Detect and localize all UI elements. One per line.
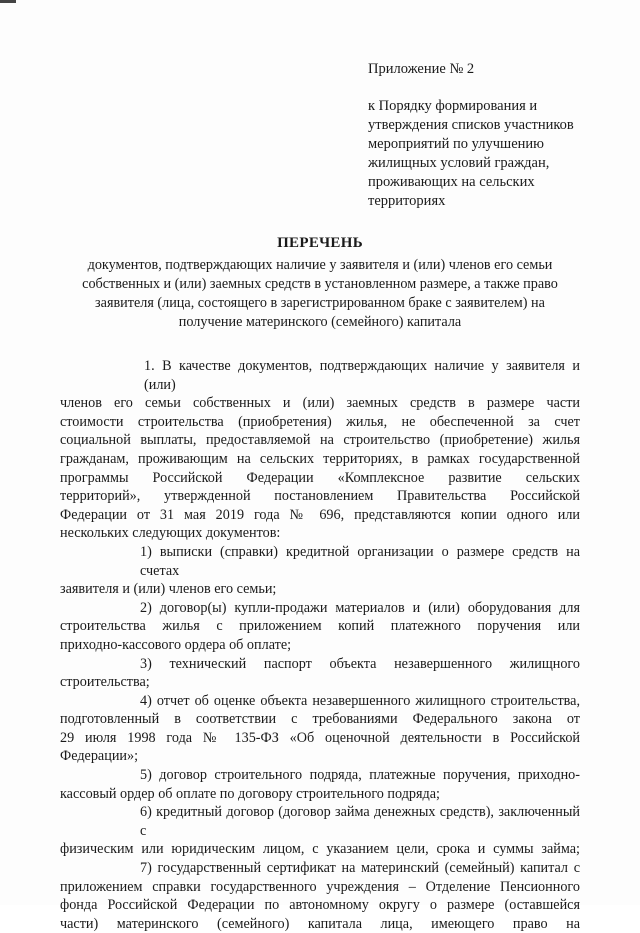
subtitle-line: получение материнского (семейного) капитала — [178, 314, 462, 330]
body-line: 2) договор(ы) купли-продажи материалов и (или) оборудования для — [140, 599, 580, 616]
subtitle-line: документов, подтверждающих наличие у заявителя и (или) членов его семьи — [87, 257, 553, 273]
body-line: 4) отчет об оценке объекта незавершенного жилищного строительства, — [140, 692, 580, 709]
body-line: программы Российской Федерации «Комплексное развитие сельских — [60, 469, 580, 486]
body-line: физическим или юридическим лицом, с указанием цели, срока и суммы займа; — [60, 841, 580, 858]
body-line: территорий», утвержденной постановлением Правительства Российской — [60, 488, 580, 505]
document-title: ПЕРЕЧЕНЬ — [277, 235, 363, 251]
document-body — [60, 357, 580, 933]
appendix-line: территориях — [368, 193, 446, 209]
body-line: Федерации от 31 мая 2019 года № 696, представляются копии одного или — [60, 506, 580, 523]
body-line: социальной выплаты, предоставляемой на строительство (приобретение) жилья — [60, 432, 580, 449]
appendix-number: Приложение № 2 — [368, 61, 475, 77]
body-line: гражданам, проживающим на сельских территориях, в рамках государственной — [60, 450, 580, 467]
body-line: 29 июля 1998 года № 135-ФЗ «Об оценочной деятельности в Российской — [60, 729, 580, 746]
appendix-line: жилищных условий граждан, — [368, 155, 550, 171]
body-line: подготовленный в соответствии с требованиями Федерального закона от — [60, 711, 580, 728]
body-line: приложением справки государственного учреждения – Отделение Пенсионного — [60, 878, 580, 895]
body-line: строительства жилья с приложением копий платежного поручения или — [60, 618, 580, 635]
body-line: 1) выписки (справки) кредитной организации о размере средств на счетах — [140, 543, 580, 579]
body-line: 6) кредитный договор (договор займа денежных средств), заключенный с — [140, 804, 580, 839]
body-line: заявителя и (или) членов его семьи; — [60, 581, 277, 598]
body-line: 7) государственный сертификат на материнский (семейный) капитал с — [140, 860, 580, 877]
scan-corner-mark — [0, 0, 16, 3]
body-line: приходно-кассового ордера об оплате; — [60, 636, 292, 653]
subtitle-line: заявителя (лица, состоящего в зарегистрированном браке с заявителем) на — [95, 295, 545, 311]
appendix-line: мероприятий по улучшению — [368, 136, 545, 152]
body-line: нескольких следующих документов: — [60, 525, 281, 542]
body-line: членов его семьи собственных и (или) заемных средств в размере части — [60, 395, 580, 412]
body-line: строительства; — [60, 674, 150, 691]
body-line: 5) договор строительного подряда, платежные поручения, приходно- — [140, 767, 580, 784]
body-line: 3) технический паспорт объекта незавершенного жилищного — [140, 655, 580, 672]
appendix-line: к Порядку формирования и — [368, 98, 538, 114]
body-line: стоимости строительства (приобретения) жилья, не обеспеченной за счет — [60, 413, 580, 430]
body-line: части) материнского (семейного) капитала лица, имеющего право на — [60, 915, 580, 932]
appendix-line: проживающих на сельских — [368, 174, 535, 190]
body-line: фонда Российской Федерации по автономному округу о размере (оставшейся — [60, 897, 580, 914]
document-subtitle — [60, 256, 580, 332]
body-line: 1. В качестве документов, подтверждающих наличие у заявителя и (или) — [144, 358, 580, 393]
body-line: кассовый ордер об оплате по договору строительного подряда; — [60, 785, 440, 802]
subtitle-line: собственных и (или) заемных средств в установленном размере, а также право — [82, 276, 558, 292]
appendix-line: утверждения списков участников — [368, 117, 574, 133]
appendix-header — [368, 60, 618, 211]
body-line: Федерации»; — [60, 748, 139, 765]
